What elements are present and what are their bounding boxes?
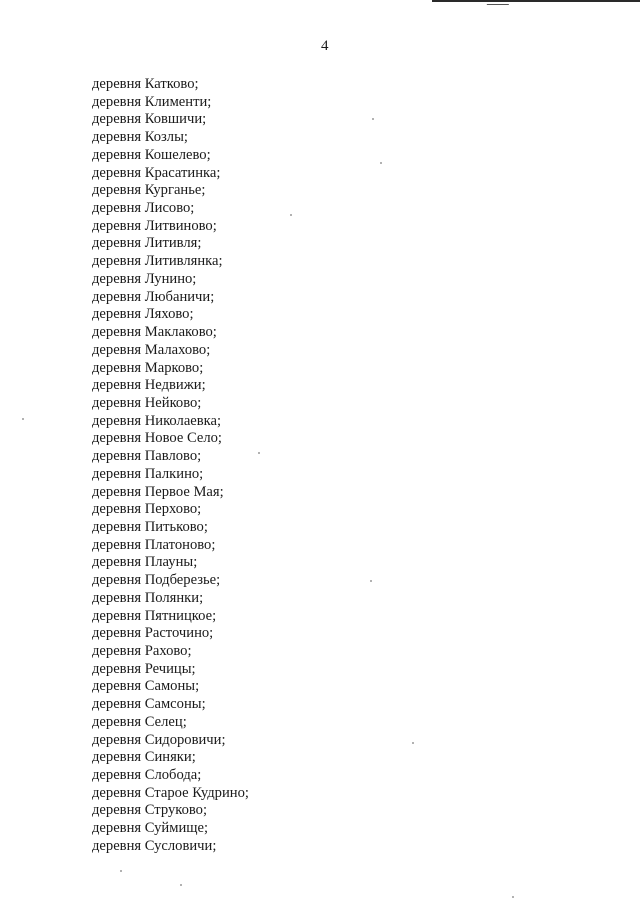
village-list-item: деревня Новое Село;: [92, 430, 222, 447]
village-list-item: деревня Нейково;: [92, 394, 202, 411]
scan-speck: [290, 214, 292, 216]
village-list-item: деревня Перхово;: [92, 501, 202, 518]
village-list-item: деревня Селец;: [92, 713, 187, 730]
village-list-item: деревня Курганье;: [92, 182, 206, 199]
village-list-item: деревня Платоново;: [92, 536, 216, 553]
village-list-item: деревня Лисово;: [92, 200, 195, 217]
village-list-item: деревня Палкино;: [92, 465, 204, 482]
village-list-item: деревня Первое Мая;: [92, 483, 224, 500]
village-list-item: деревня Лунино;: [92, 270, 197, 287]
village-list-item: деревня Катково;: [92, 76, 199, 92]
village-list-item: деревня Суймище;: [92, 820, 209, 837]
village-list-item: деревня Струково;: [92, 802, 208, 819]
village-list-item: деревня Малахово;: [92, 341, 211, 358]
scan-speck: [22, 418, 24, 420]
village-list-item: деревня Ляхово;: [92, 306, 194, 323]
village-list-item: деревня Литивлянка;: [92, 253, 223, 270]
village-list-item: деревня Расточино;: [92, 625, 214, 642]
scan-edge-mark: [487, 0, 512, 5]
village-list: [92, 76, 249, 856]
scan-speck: [180, 884, 182, 886]
village-list-item: деревня Недвижи;: [92, 377, 206, 394]
scan-speck: [120, 870, 122, 872]
scan-speck: [412, 742, 414, 744]
village-list-item: деревня Николаевка;: [92, 412, 222, 429]
village-list-item: деревня Павлово;: [92, 448, 202, 465]
village-list-item: деревня Литвиново;: [92, 217, 217, 234]
scan-speck: [370, 580, 372, 582]
scan-speck: [258, 452, 260, 454]
village-list-item: деревня Пятницкое;: [92, 607, 217, 624]
village-list-item: деревня Самсоны;: [92, 696, 206, 713]
village-list-item: деревня Самоны;: [92, 678, 200, 695]
village-list-item: деревня Ковшичи;: [92, 111, 207, 128]
village-list-item: деревня Подберезье;: [92, 572, 221, 589]
village-list-item: деревня Красатинка;: [92, 164, 221, 181]
village-list-item: деревня Козлы;: [92, 129, 188, 146]
village-list-item: деревня Питьково;: [92, 518, 208, 535]
village-list-item: деревня Литивля;: [92, 235, 202, 252]
village-list-item: деревня Любаничи;: [92, 288, 215, 305]
village-list-item: деревня Плауны;: [92, 554, 198, 571]
scan-speck: [372, 118, 374, 120]
village-list-item: деревня Полянки;: [92, 589, 204, 606]
village-list-item: деревня Синяки;: [92, 749, 196, 766]
village-list-item: деревня Маклаково;: [92, 324, 217, 341]
page-number: 4: [321, 38, 329, 54]
village-list-item: деревня Клименти;: [92, 93, 212, 110]
village-list-item: деревня Сидоровичи;: [92, 731, 226, 748]
village-list-item: деревня Старое Кудрино;: [92, 784, 249, 801]
village-list-item: деревня Марково;: [92, 359, 204, 376]
scan-speck: [380, 162, 382, 164]
village-list-item: деревня Сусловичи;: [92, 837, 217, 854]
village-list-item: деревня Речицы;: [92, 660, 196, 677]
scan-edge-line: [432, 0, 640, 2]
scan-speck: [512, 896, 514, 898]
village-list-item: деревня Кошелево;: [92, 146, 211, 163]
village-list-item: деревня Слобода;: [92, 767, 202, 784]
village-list-item: деревня Рахово;: [92, 643, 192, 659]
